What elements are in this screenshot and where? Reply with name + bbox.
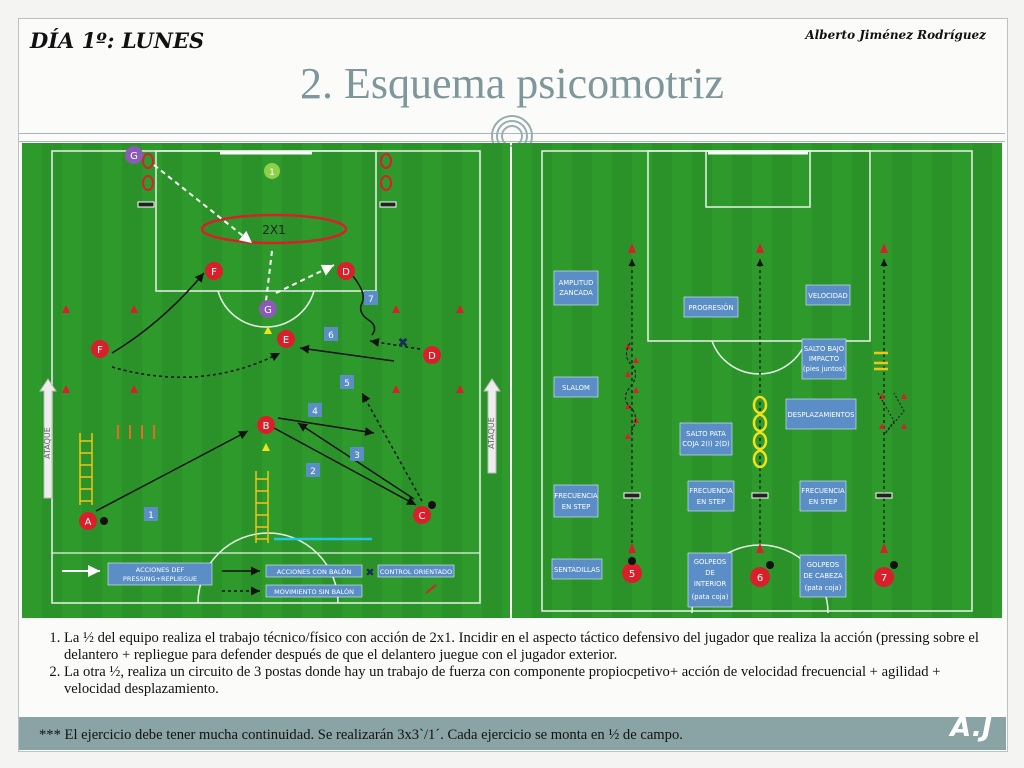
svg-text:INTERIOR: INTERIOR [693, 580, 727, 588]
svg-text:G: G [264, 305, 272, 316]
right-field-diagram [512, 143, 1002, 618]
footer-text: *** El ejercicio debe tener mucha continuidad. Se realizarán 3x3`/1´. Cada ejercicio se monta en ½ de campo. [39, 727, 683, 743]
player-F-left [91, 340, 109, 358]
svg-text:ZANCADA: ZANCADA [559, 289, 593, 297]
svg-text:MOVIMIENTO SIN BALÓN: MOVIMIENTO SIN BALÓN [274, 588, 354, 596]
svg-text:CONTROL ORIENTADO: CONTROL ORIENTADO [379, 568, 453, 576]
svg-text:7: 7 [368, 295, 374, 305]
svg-text:SALTO PATA: SALTO PATA [686, 430, 726, 438]
note-item: 1. La ½ del equipo realiza el trabajo técnico/físico con acción de 2x1. Incidir en el aspecto táctico defensivo del jugador que realiza la acción (pressing sobre el delantero + repliegue para defender después de que el delantero juegue con el jugador exterior. [64, 630, 1000, 664]
aj-logo: A.J [950, 712, 992, 743]
control-x-icon: ✖ [397, 336, 409, 351]
svg-text:FRECUENCIA: FRECUENCIA [801, 487, 845, 495]
svg-text:GOLPEOS: GOLPEOS [693, 558, 727, 566]
exercise-notes [24, 630, 1000, 698]
svg-text:DE: DE [705, 569, 715, 577]
svg-text:A: A [84, 517, 92, 528]
svg-text:2: 2 [310, 467, 316, 477]
player-E [277, 330, 295, 348]
svg-text:D: D [428, 351, 436, 362]
svg-text:DE CABEZA: DE CABEZA [803, 572, 843, 580]
svg-text:6: 6 [328, 331, 334, 341]
svg-text:SLALOM: SLALOM [562, 384, 590, 392]
zone-2x1-label: 2X1 [262, 223, 286, 237]
svg-text:D: D [342, 267, 350, 278]
svg-text:PROGRESIÓN: PROGRESIÓN [688, 304, 734, 312]
slide-title: 2. Esquema psicomotriz [299, 59, 724, 108]
svg-text:FRECUENCIA: FRECUENCIA [554, 492, 598, 500]
attack-label-left: ATAQUE [43, 427, 52, 459]
svg-text:7: 7 [880, 573, 888, 584]
svg-text:✖: ✖ [365, 566, 375, 579]
svg-text:(pata coja): (pata coja) [804, 584, 842, 592]
svg-text:3: 3 [354, 451, 360, 461]
svg-text:EN STEP: EN STEP [808, 498, 838, 506]
svg-text:1: 1 [269, 168, 275, 178]
note-item: 2. La otra ½, realiza un circuito de 3 postas donde hay un trabajo de fuerza con componente propiocpetivo+ acción de velocidad frecuencial + agilidad + velocidad desplazamiento. [64, 664, 1000, 698]
svg-text:GOLPEOS: GOLPEOS [806, 561, 840, 569]
svg-text:(pies juntos): (pies juntos) [802, 365, 846, 373]
svg-text:COJA 2(I) 2(D): COJA 2(I) 2(D) [682, 440, 730, 448]
svg-text:1: 1 [148, 511, 154, 521]
player-D-right [423, 346, 441, 364]
player-1 [264, 163, 280, 179]
svg-text:DESPLAZAMIENTOS: DESPLAZAMIENTOS [787, 411, 855, 419]
svg-text:(pata coja): (pata coja) [691, 593, 729, 601]
svg-text:G: G [130, 151, 138, 162]
svg-text:IMPACTO: IMPACTO [808, 355, 840, 363]
player-G-top [125, 146, 143, 164]
svg-text:ACCIONES CON BALÓN: ACCIONES CON BALÓN [276, 568, 352, 576]
svg-text:FRECUENCIA: FRECUENCIA [689, 487, 733, 495]
svg-text:SENTADILLAS: SENTADILLAS [554, 566, 600, 574]
author-name: Alberto Jiménez Rodríguez [805, 28, 986, 42]
footer-bar [19, 712, 1006, 750]
svg-text:E: E [282, 335, 290, 346]
left-field-diagram [22, 143, 510, 618]
attack-label-right: ATAQUE [487, 417, 496, 449]
svg-text:AMPLITUD: AMPLITUD [558, 279, 594, 287]
player-B [257, 416, 275, 434]
svg-text:F: F [97, 345, 103, 356]
svg-text:5: 5 [344, 379, 350, 389]
player-D-center [337, 262, 355, 280]
svg-text:B: B [262, 421, 270, 432]
svg-text:VELOCIDAD: VELOCIDAD [808, 292, 848, 300]
player-F-center [205, 262, 223, 280]
svg-text:5: 5 [628, 569, 636, 580]
svg-text:C: C [418, 511, 426, 522]
svg-text:F: F [211, 267, 217, 278]
svg-text:4: 4 [312, 407, 318, 417]
svg-text:PRESSING+REPLIEGUE: PRESSING+REPLIEGUE [122, 575, 198, 583]
svg-text:SALTO BAJO: SALTO BAJO [803, 345, 845, 353]
player-G-mid [259, 300, 277, 318]
svg-text:EN STEP: EN STEP [561, 503, 591, 511]
day-label: DÍA 1º: LUNES [30, 28, 205, 53]
svg-text:EN STEP: EN STEP [696, 498, 726, 506]
svg-text:ACCIONES DEF: ACCIONES DEF [135, 566, 185, 574]
svg-text:6: 6 [756, 573, 764, 584]
